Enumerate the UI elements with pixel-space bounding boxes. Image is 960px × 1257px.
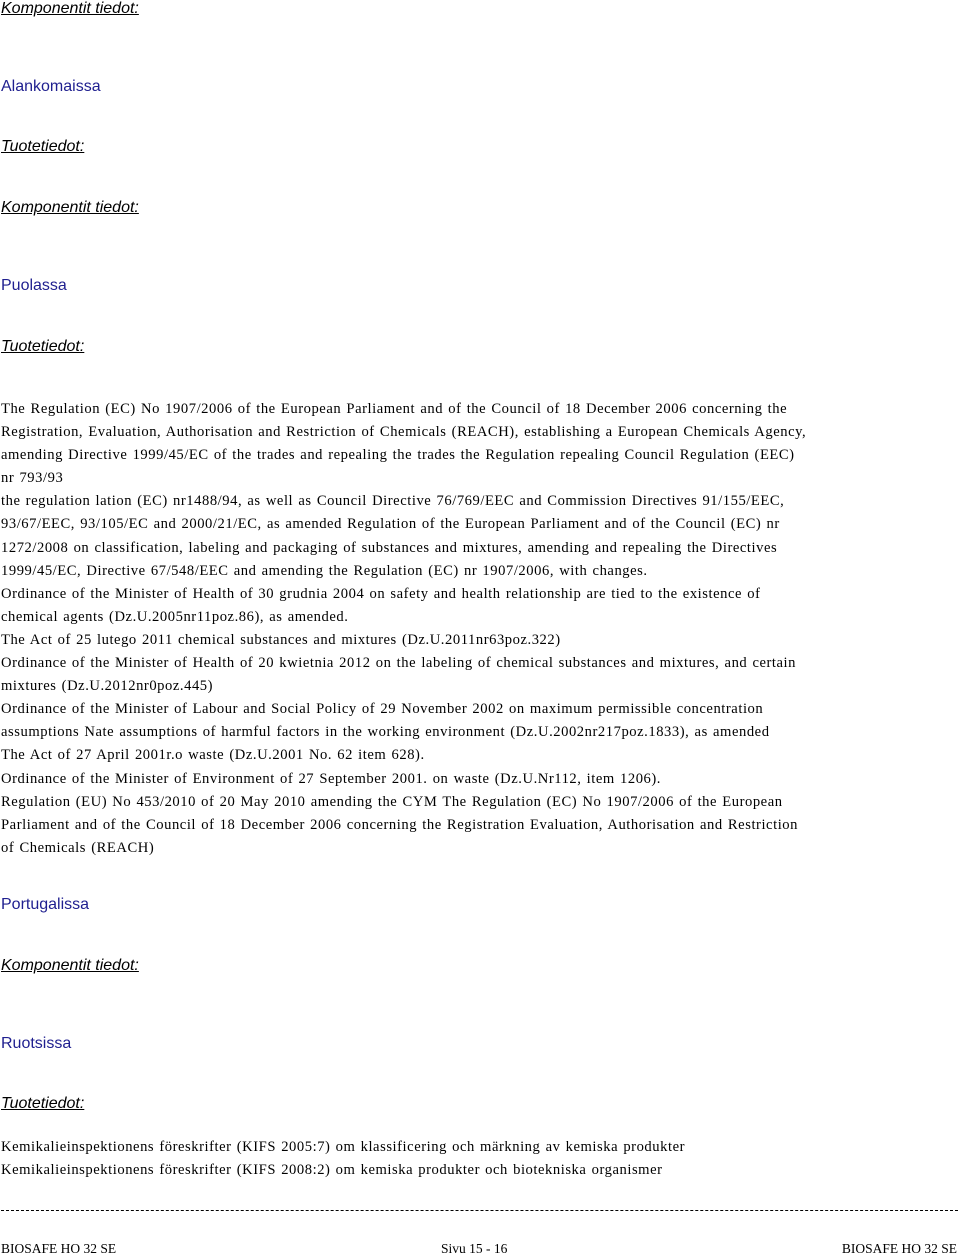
- text-line: The Regulation (EC) No 1907/2006 of the European Parliament and of the Council of 18 December 2006 concerning the: [1, 401, 788, 417]
- text-line: The Act of 27 April 2001r.o waste (Dz.U.2001 No. 62 item 628).: [1, 747, 425, 764]
- text-line: Ordinance of the Minister of Health of 30 grudnia 2004 on safety and health relationship are tied to the existence of: [1, 585, 761, 602]
- footer-document-code-left: BIOSAFE HO 32 SE: [1, 1241, 117, 1256]
- country-heading-netherlands: Alankomaissa: [1, 78, 101, 95]
- country-heading-portugal: Portugalissa: [1, 896, 90, 913]
- text-line: 1999/45/EC, Directive 67/548/EEC and amending the Regulation (EC) nr 1907/2006, with changes.: [1, 562, 648, 579]
- text-line: nr 793/93: [1, 470, 64, 487]
- text-line: Ordinance of the Minister of Labour and Social Policy of 29 November 2002 on maximum permissible concentration: [1, 701, 764, 718]
- section-heading-components: Komponentit tiedot:: [1, 0, 139, 17]
- text-line: The Act of 25 lutego 2011 chemical substances and mixtures (Dz.U.2011nr63poz.322): [1, 631, 561, 648]
- footer-page-number: Sivu 15 - 16: [441, 1241, 508, 1256]
- text-line: 1272/2008 on classification, labeling and packaging of substances and mixtures, amending and repealing the Directives: [1, 539, 778, 556]
- text-line: chemical agents (Dz.U.2005nr11poz.86), as amended.: [1, 608, 349, 625]
- text-line: Regulation (EU) No 453/2010 of 20 May 2010 amending the CYM The Regulation (EC) No 1907/2006 of the European: [1, 793, 783, 810]
- section-heading-components: Komponentit tiedot:: [1, 199, 139, 216]
- text-line: assumptions Nate assumptions of harmful factors in the working environment (Dz.U.2002nr217poz.1833), as amended: [1, 724, 770, 741]
- text-line: Kemikalieinspektionens föreskrifter (KIFS 2005:7) om klassificering och märkning av kemiska produkter: [1, 1139, 686, 1155]
- country-heading-sweden: Ruotsissa: [1, 1035, 72, 1052]
- text-line: the regulation lation (EC) nr1488/94, as well as Council Directive 76/769/EEC and Commission Directives 91/155/EEC,: [1, 493, 785, 510]
- footer-document-code-right: BIOSAFE HO 32 SE: [841, 1241, 957, 1256]
- footer-divider: [1, 1210, 958, 1211]
- country-heading-poland: Puolassa: [1, 277, 67, 294]
- section-heading-components: Komponentit tiedot:: [1, 957, 139, 974]
- text-line: Kemikalieinspektionens föreskrifter (KIFS 2008:2) om kemiska produkter och biotekniska organismer: [1, 1162, 663, 1179]
- text-line: 93/67/EEC, 93/105/EC and 2000/21/EC, as amended Regulation of the European Parliament and of the Council (EC) nr: [1, 516, 780, 533]
- section-heading-product: Tuotetiedot:: [1, 338, 85, 355]
- section-heading-product: Tuotetiedot:: [1, 1095, 85, 1112]
- text-line: of Chemicals (REACH): [1, 839, 155, 856]
- text-line: amending Directive 1999/45/EC of the trades and repealing the trades the Regulation repealing Council Regulation (EEC): [1, 447, 795, 464]
- text-line: Ordinance of the Minister of Environment of 27 September 2001. on waste (Dz.U.Nr112, item 1206).: [1, 770, 662, 787]
- text-line: Parliament and of the Council of 18 December 2006 concerning the Registration Evaluation, Authorisation and Restriction: [1, 816, 798, 833]
- sweden-regulations-text: [1, 1136, 942, 1182]
- text-line: mixtures (Dz.U.2012nr0poz.445): [1, 678, 214, 695]
- text-line: Ordinance of the Minister of Health of 20 kwietnia 2012 on the labeling of chemical substances and mixtures, and certain: [1, 655, 797, 672]
- section-heading-product: Tuotetiedot:: [1, 138, 85, 155]
- poland-regulations-text: [1, 398, 942, 860]
- text-line: Registration, Evaluation, Authorisation and Restriction of Chemicals (REACH), establishing a European Chemicals Agency,: [1, 424, 807, 441]
